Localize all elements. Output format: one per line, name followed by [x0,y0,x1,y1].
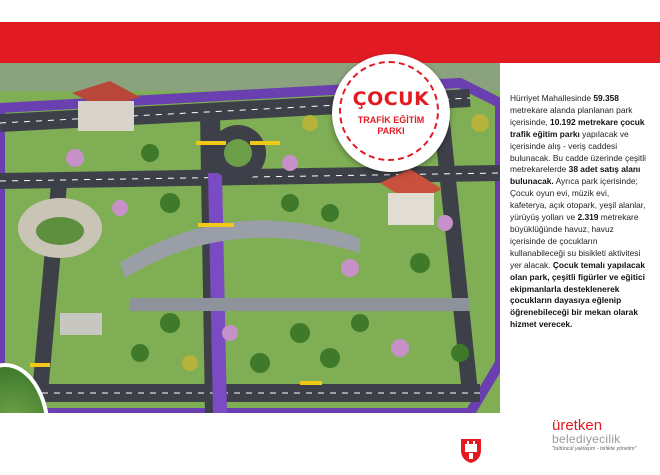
text-segment-bold: 38 adet satış alanı bulunacak. [510,164,641,187]
badge-subtitle-line1: TRAFİK EĞİTİM [357,115,425,125]
text-segment-bold: 59.358 [593,93,619,103]
badge-title: ÇOCUK [352,88,430,110]
brand-line1: üretken [552,417,603,434]
footer-strip [0,413,500,475]
description-paragraph [510,93,648,331]
text-segment: Hürriyet Mahallesinde [510,93,594,103]
brand-logo [552,418,652,453]
badge-subtitle [352,115,430,137]
text-segment: yapılacak ve içerisinde alış - veriş caddesi bulunacak. Bu cadde üzerinde çeşitli metrekarelerde [510,128,646,175]
text-segment-bold: 10.192 metrekare çocuk trafik eğitim parkı [510,116,645,139]
text-segment-bold: 2.319 [577,212,599,223]
title-badge [332,54,450,172]
brand-tagline: "bütüncül yaklaşım - birlikte yönetim" [552,446,637,452]
municipality-crest-icon [458,436,484,464]
header-red-bar [0,22,660,63]
text-segment: metrekare alanda planlanan park içerisinde, [510,104,633,127]
brand-line2: belediyecilik [552,432,621,446]
badge-dashed-ring [339,61,439,161]
text-segment: metrekare büyüklüğünde havuz, havuz içerisinde de çocukların kullanabileceği su bisikleti aktivitesi yer alacak. [510,212,641,270]
badge-subtitle-line2: PARKI [377,126,405,136]
text-segment-bold: Çocuk temalı yapılacak olan park, çeşitli figürler ve eğitici ekipmanlarla desteklenerek çocukların dayasıya eğlenip öğrenebileceği bir mekan olarak hizmet verecek. [510,259,645,330]
header-band [0,0,660,22]
text-segment: Ayrıca park içerisinde; Çocuk oyun evi, müzik evi, kafeterya, açık otopark, yeşil alanlar, yürüyüş yolları ve [510,176,646,223]
